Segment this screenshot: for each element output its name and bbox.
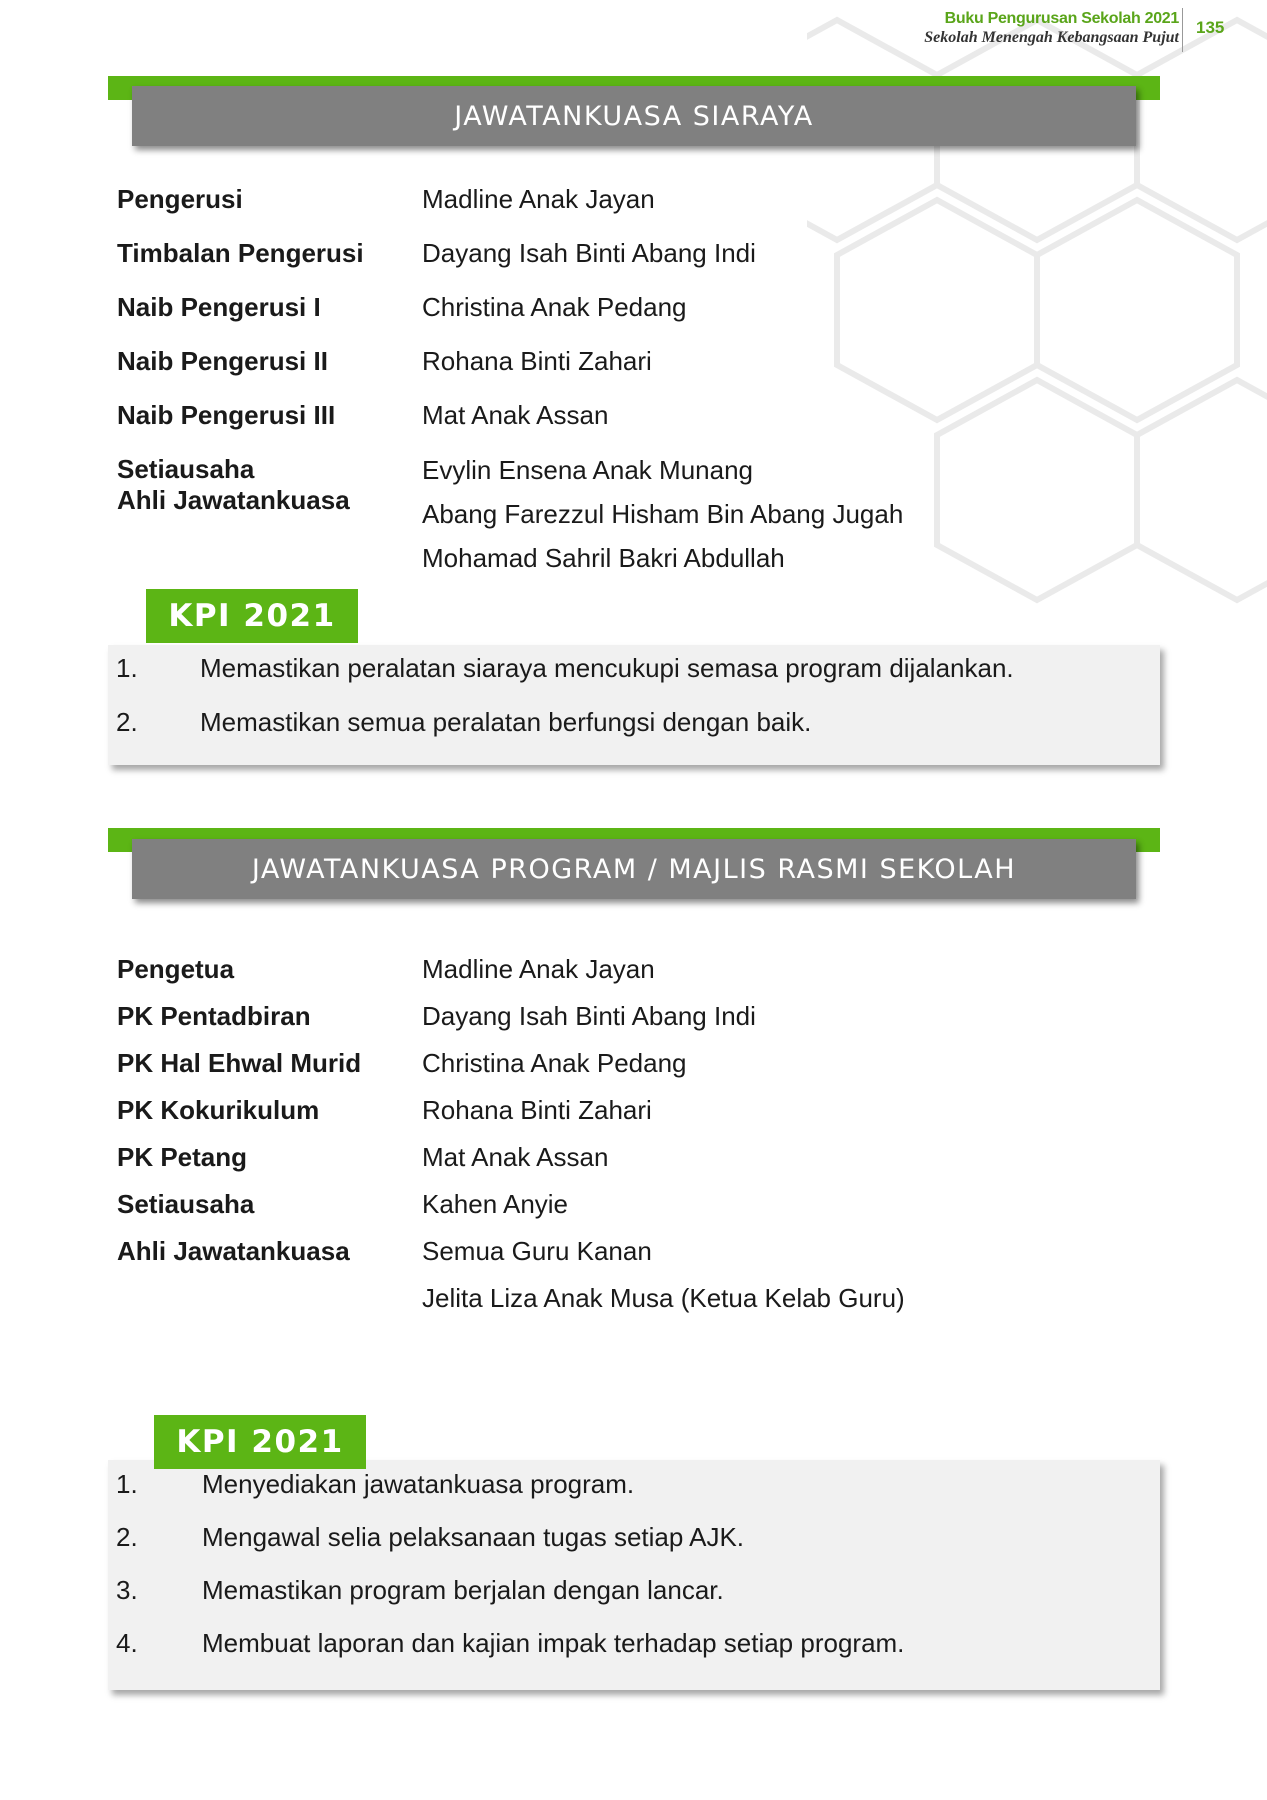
kpi-item	[116, 1469, 634, 1500]
member-name: Evylin Ensena Anak Munang	[422, 455, 753, 485]
committee-row	[117, 1142, 1017, 1189]
committee-list	[117, 184, 1017, 580]
page-header	[924, 10, 1179, 47]
role-label: Pengetua	[117, 954, 235, 984]
committee-row	[117, 954, 1017, 1001]
member-name: Dayang Isah Binti Abang Indi	[422, 238, 756, 268]
kpi-number: 2.	[116, 707, 138, 737]
section-title: JAWATANKUASA SIARAYA	[454, 100, 814, 132]
kpi-number: 2.	[116, 1522, 138, 1552]
role-label: Ahli Jawatankuasa	[117, 485, 350, 515]
member-name: Madline Anak Jayan	[422, 184, 655, 214]
role-label: PK Pentadbiran	[117, 1001, 311, 1031]
member-name: Mohamad Sahril Bakri Abdullah	[422, 543, 785, 573]
committee-row	[117, 346, 1017, 400]
role-label: PK Hal Ehwal Murid	[117, 1048, 362, 1078]
member-name: Rohana Binti Zahari	[422, 346, 652, 376]
role-label: Pengerusi	[117, 184, 243, 214]
member-name: Madline Anak Jayan	[422, 954, 655, 984]
book-title: Buku Pengurusan Sekolah 2021	[944, 10, 1179, 27]
section-title: JAWATANKUASA PROGRAM / MAJLIS RASMI SEKOLAH	[251, 853, 1017, 885]
committee-row	[117, 1001, 1017, 1048]
committee-row	[117, 1095, 1017, 1142]
role-label: Ahli Jawatankuasa	[117, 1236, 350, 1266]
committee-row	[117, 238, 1017, 292]
kpi-number: 4.	[116, 1628, 138, 1658]
kpi-item	[116, 1575, 724, 1606]
kpi-item	[116, 1628, 904, 1659]
member-name: Christina Anak Pedang	[422, 292, 687, 322]
committee-row	[117, 400, 1017, 454]
committee-row	[117, 454, 1017, 580]
committee-list	[117, 954, 1017, 1314]
kpi-number: 1.	[116, 653, 138, 683]
role-label: Setiausaha	[117, 454, 255, 484]
kpi-number: 3.	[116, 1575, 138, 1605]
member-name: Jelita Liza Anak Musa (Ketua Kelab Guru)	[422, 1283, 905, 1313]
role-label: Timbalan Pengerusi	[117, 238, 364, 268]
role-label: Naib Pengerusi III	[117, 400, 336, 430]
member-name: Dayang Isah Binti Abang Indi	[422, 1001, 756, 1031]
member-name: Mat Anak Assan	[422, 1142, 609, 1172]
role-label: Setiausaha	[117, 1189, 255, 1219]
kpi-text: Memastikan program berjalan dengan lancar.	[202, 1575, 724, 1605]
kpi-label: KPI 2021	[154, 1415, 366, 1469]
page-number: 135	[1196, 18, 1225, 37]
kpi-text: Membuat laporan dan kajian impak terhadap setiap program.	[202, 1628, 905, 1658]
kpi-text: Memastikan semua peralatan berfungsi dengan baik.	[200, 707, 812, 737]
committee-row	[117, 1189, 1017, 1236]
kpi-box	[108, 645, 1160, 765]
kpi-label: KPI 2021	[146, 589, 358, 643]
committee-row	[117, 1236, 1017, 1314]
role-label: Naib Pengerusi I	[117, 292, 321, 322]
kpi-text: Menyediakan jawatankuasa program.	[202, 1469, 635, 1499]
kpi-number: 1.	[116, 1469, 138, 1499]
role-label: PK Kokurikulum	[117, 1095, 320, 1125]
section-title-box	[132, 86, 1136, 146]
member-name: Rohana Binti Zahari	[422, 1095, 652, 1125]
committee-row	[117, 292, 1017, 346]
kpi-item	[116, 707, 811, 738]
kpi-box	[108, 1460, 1160, 1690]
kpi-item	[116, 653, 1014, 684]
member-name: Abang Farezzul Hisham Bin Abang Jugah	[422, 499, 904, 529]
kpi-text: Mengawal selia pelaksanaan tugas setiap AJK.	[202, 1522, 745, 1552]
kpi-item	[116, 1522, 744, 1553]
member-name: Christina Anak Pedang	[422, 1048, 687, 1078]
member-name: Semua Guru Kanan	[422, 1236, 652, 1266]
member-name: Kahen Anyie	[422, 1189, 569, 1219]
section-title-box	[132, 839, 1136, 899]
kpi-text: Memastikan peralatan siaraya mencukupi semasa program dijalankan.	[200, 653, 1014, 683]
member-name: Mat Anak Assan	[422, 400, 609, 430]
school-name: Sekolah Menengah Kebangsaan Pujut	[924, 29, 1179, 46]
committee-row	[117, 1048, 1017, 1095]
committee-row	[117, 184, 1017, 238]
role-label: Naib Pengerusi II	[117, 346, 328, 376]
role-label: PK Petang	[117, 1142, 248, 1172]
header-divider	[1182, 8, 1183, 52]
